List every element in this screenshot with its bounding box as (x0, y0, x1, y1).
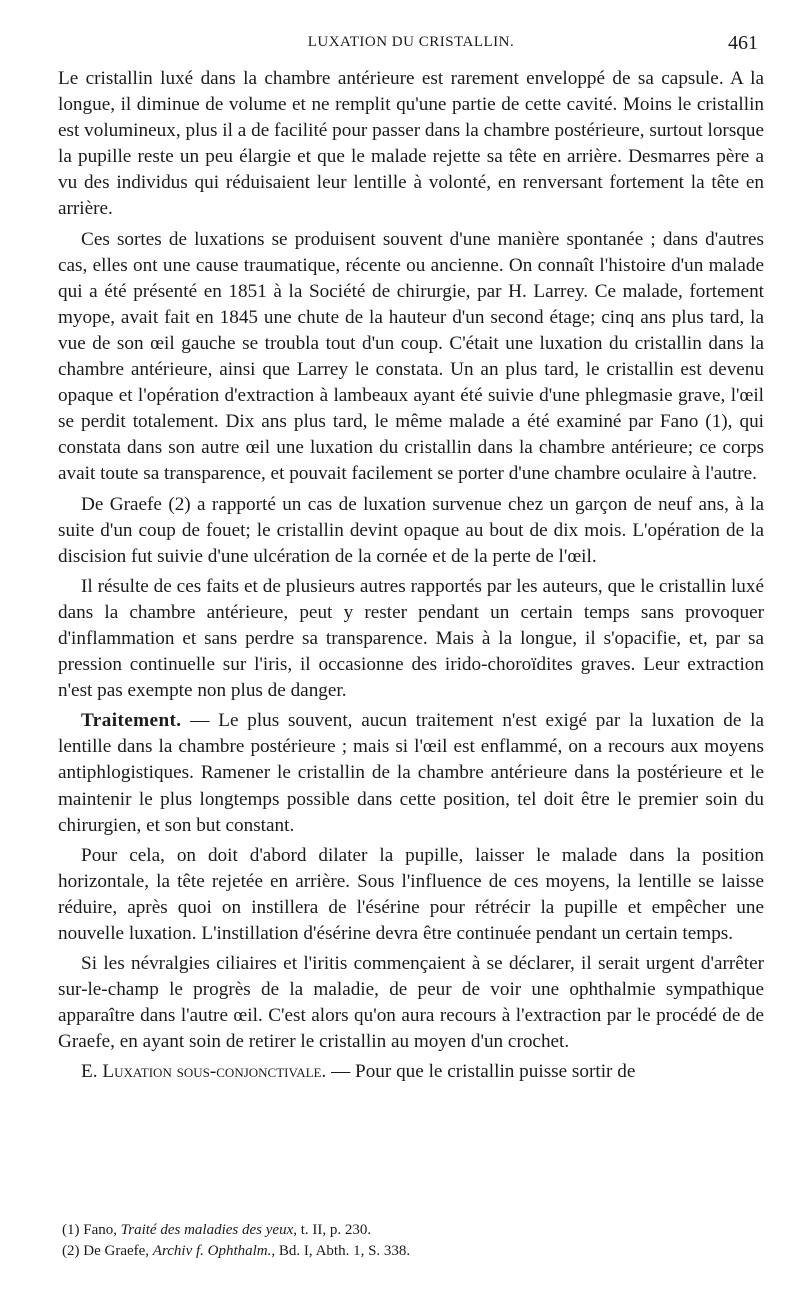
footnote-details: , t. II, p. 230. (293, 1222, 372, 1238)
page-number: 461 (728, 32, 758, 54)
traitement-text: — Le plus souvent, aucun traitement n'est exigé par la luxation de la lentille dans la chambre postérieure ; mais si l'œil est enflammé, on a recours aux moyens antiphlogistiques. Ramener le cristallin de la chambre antérieure dans la postérieure et le maintenir le plus longtemps possible dans cette position, tel doit être le premier soin du chirurgien, et son but constant. (58, 710, 764, 836)
running-title: LUXATION DU CRISTALLIN. (307, 34, 515, 50)
section-heading: E. Luxation sous-conjonctivale. (81, 1061, 327, 1083)
paragraph-6: Si les névralgies ciliaires et l'iritis commençaient à se déclarer, il serait urgent d'arrêter sur-le-champ le progrès de la maladie, de peur de voir une ophthalmie sympathique apparaître dans l'autre œil. C'est alors qu'on aura recours à l'extraction par le procédé de de Graefe, en ayant soin de retirer le cristallin au moyen d'un crochet. (58, 953, 764, 1053)
footnote-title: Archiv f. Ophthalm. (152, 1243, 272, 1259)
body-text (58, 66, 764, 1090)
footnotes (58, 1220, 764, 1262)
paragraph-4: Il résulte de ces faits et de plusieurs autres rapportés par les auteurs, que le cristallin luxé dans la chambre antérieure, peut y rester pendant un certain temps sans provoquer d'inflammation et sans perdre sa transparence. Mais à la longue, il s'opacifie, et, par sa pression continuelle sur l'iris, il occasionne des irido-choroïdites graves. Leur extraction n'est pas exempte non plus de danger. (58, 575, 764, 702)
paragraph-3: De Graefe (2) a rapporté un cas de luxation survenue chez un garçon de neuf ans, à la suite d'un coup de fouet; le cristallin devint opaque au bout de dix mois. L'opération de la discision fut suivie d'une ulcération de la cornée et de la perte de l'œil. (58, 493, 764, 567)
traitement-label: Traitement. (81, 710, 182, 732)
paragraph-section-e (58, 1059, 764, 1085)
paragraph-2: Ces sortes de luxations se produisent souvent d'une manière spontanée ; dans d'autres cas, elles ont une cause traumatique, récente ou ancienne. On connaît l'histoire d'un malade qui a été présenté en 1851 à la Société de chirurgie, par H. Larrey. Ce malade, fortement myope, avait fait en 1845 une chute de la hauteur d'un second étage; cinq ans plus tard, la vue de son œil gauche se troubla tout d'un coup. C'était une luxation du cristallin dans la chambre antérieure, ainsi que Larrey le constata. Un an plus tard, le cristallin est devenu opaque et l'opération d'extraction à lambeaux ayant été suivie d'une phlegmasie grave, l'œil se perdit totalement. Dix ans plus tard, le même malade a été examiné par Fano (1), qui constata dans son autre œil une luxation du cristallin dans la chambre antérieure; ce corps avait toute sa transparence, et pouvait facilement se porter d'une chambre oculaire à l'autre. (58, 228, 764, 485)
paragraph-5: Pour cela, on doit d'abord dilater la pupille, laisser le malade dans la position horizontale, la tête rejetée en arrière. Sous l'influence de ces moyens, la lentille se laisse réduire, après quoi on instillera de l'ésérine pour rétrécir la pupille et empêcher une nouvelle luxation. L'instillation d'ésérine devra être continuée pendant un certain temps. (58, 844, 764, 944)
footnote-marker: (1) (62, 1222, 80, 1238)
section-text: — Pour que le cristallin puisse sortir de (326, 1061, 636, 1083)
footnote-marker: (2) (62, 1243, 80, 1259)
footnote-1 (58, 1220, 764, 1241)
footnote-author: De Graefe, (83, 1243, 150, 1259)
paragraph-1: Le cristallin luxé dans la chambre antérieure est rarement enveloppé de sa capsule. A la longue, il diminue de volume et ne remplit qu'une partie de cette cavité. Moins le cristallin est volumineux, plus il a de facilité pour passer dans la chambre postérieure, surtout lorsque la pupille reste un peu élargie et que le malade rejette sa tête en arrière. Desmarres père a vu des individus qui réduisaient leur lentille à volonté, en renversant fortement la tête en arrière. (58, 68, 764, 220)
footnote-2 (58, 1241, 764, 1262)
paragraph-traitement (58, 708, 764, 838)
footnote-author: Fano, (83, 1222, 117, 1238)
footnote-title: Traité des maladies des yeux (120, 1222, 294, 1238)
footnote-details: , Bd. I, Abth. 1, S. 338. (271, 1243, 411, 1259)
page-header (58, 32, 764, 60)
